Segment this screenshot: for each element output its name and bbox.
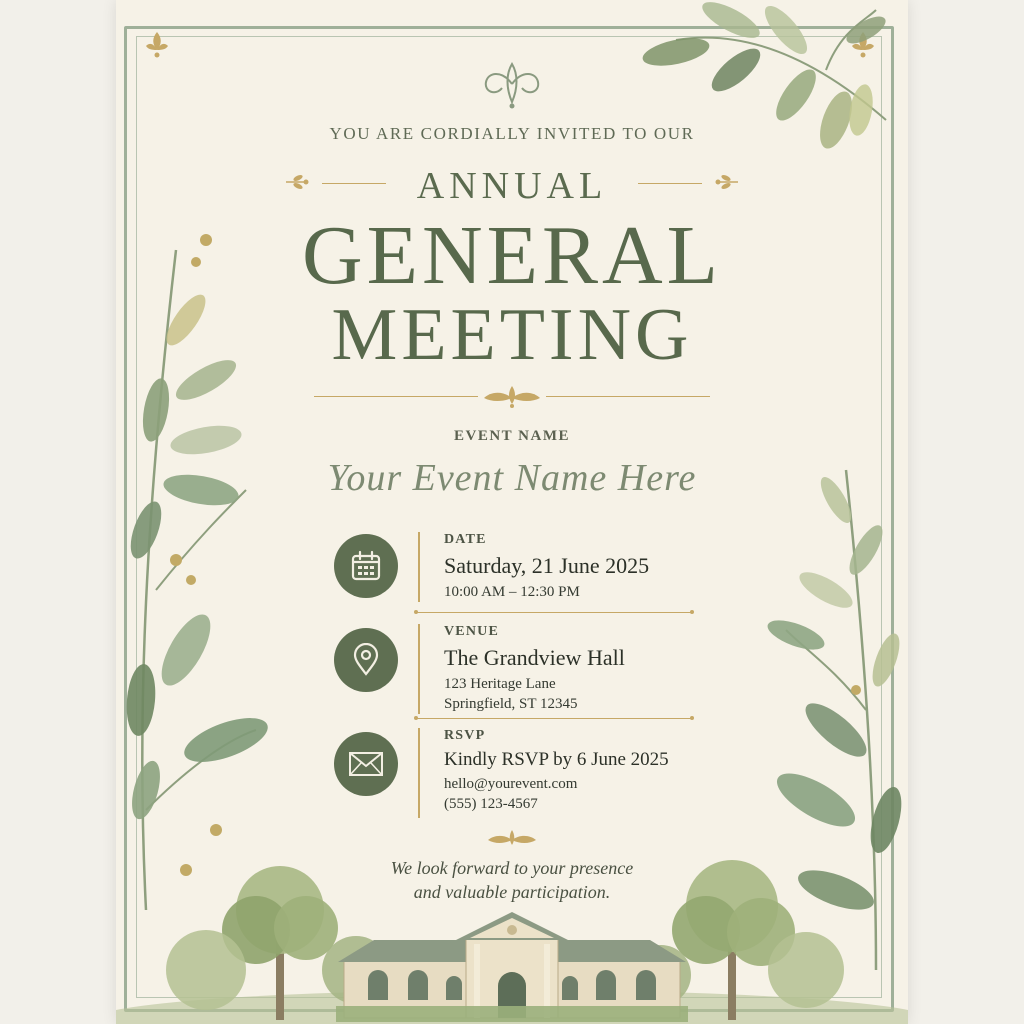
calendar-icon [349, 549, 383, 583]
foliage-top-right-icon [636, 0, 896, 170]
closing-line-2: and valuable participation. [413, 882, 611, 902]
rsvp-email[interactable]: hello@yourevent.com [444, 776, 578, 792]
divider-horizontal [416, 718, 692, 719]
closing-message [116, 856, 908, 904]
date-badge [334, 534, 398, 598]
rule-right-lower [546, 396, 710, 397]
event-name-label: EVENT NAME [454, 428, 570, 444]
title-meeting: MEETING [331, 294, 693, 376]
date-value: Saturday, 21 June 2025 [444, 553, 650, 578]
envelope-icon [348, 750, 384, 778]
building-scene-illustration [116, 820, 908, 1024]
annual-heading: ANNUAL [416, 165, 608, 207]
divider-dot [690, 716, 694, 720]
rsvp-deadline: Kindly RSVP by 6 June 2025 [444, 749, 669, 770]
closing-line-1: We look forward to your presence [390, 858, 634, 878]
divider-dot [414, 610, 418, 614]
venue-label: VENUE [444, 624, 500, 639]
rsvp-badge [334, 732, 398, 796]
divider-vertical [418, 624, 420, 714]
venue-name: The Grandview Hall [444, 645, 625, 670]
corner-ornament-icon [140, 28, 174, 62]
rsvp-label: RSVP [444, 728, 486, 743]
divider-vertical [418, 728, 420, 818]
event-name: Your Event Name Here [327, 457, 697, 499]
rule-left-lower [314, 396, 478, 397]
divider-horizontal [416, 612, 692, 613]
invited-line: YOU ARE CORDIALLY INVITED TO OUR [329, 124, 695, 143]
rsvp-phone[interactable]: (555) 123-4567 [444, 796, 538, 812]
divider-vertical [418, 532, 420, 602]
rsvp-info [444, 728, 669, 814]
location-pin-icon [351, 643, 381, 677]
venue-address-line2: Springfield, ST 12345 [444, 696, 578, 712]
divider-dot [414, 716, 418, 720]
divider-dot [690, 610, 694, 614]
flourish-icon [480, 58, 544, 110]
title-general: GENERAL [302, 209, 722, 302]
ornament-icon [480, 384, 544, 410]
time-value: 10:00 AM – 12:30 PM [444, 584, 580, 600]
date-info [444, 532, 649, 602]
venue-badge [334, 628, 398, 692]
venue-address-line1: 123 Heritage Lane [444, 676, 556, 692]
invitation-card [116, 0, 908, 1024]
date-label: DATE [444, 532, 487, 547]
venue-info [444, 624, 625, 714]
